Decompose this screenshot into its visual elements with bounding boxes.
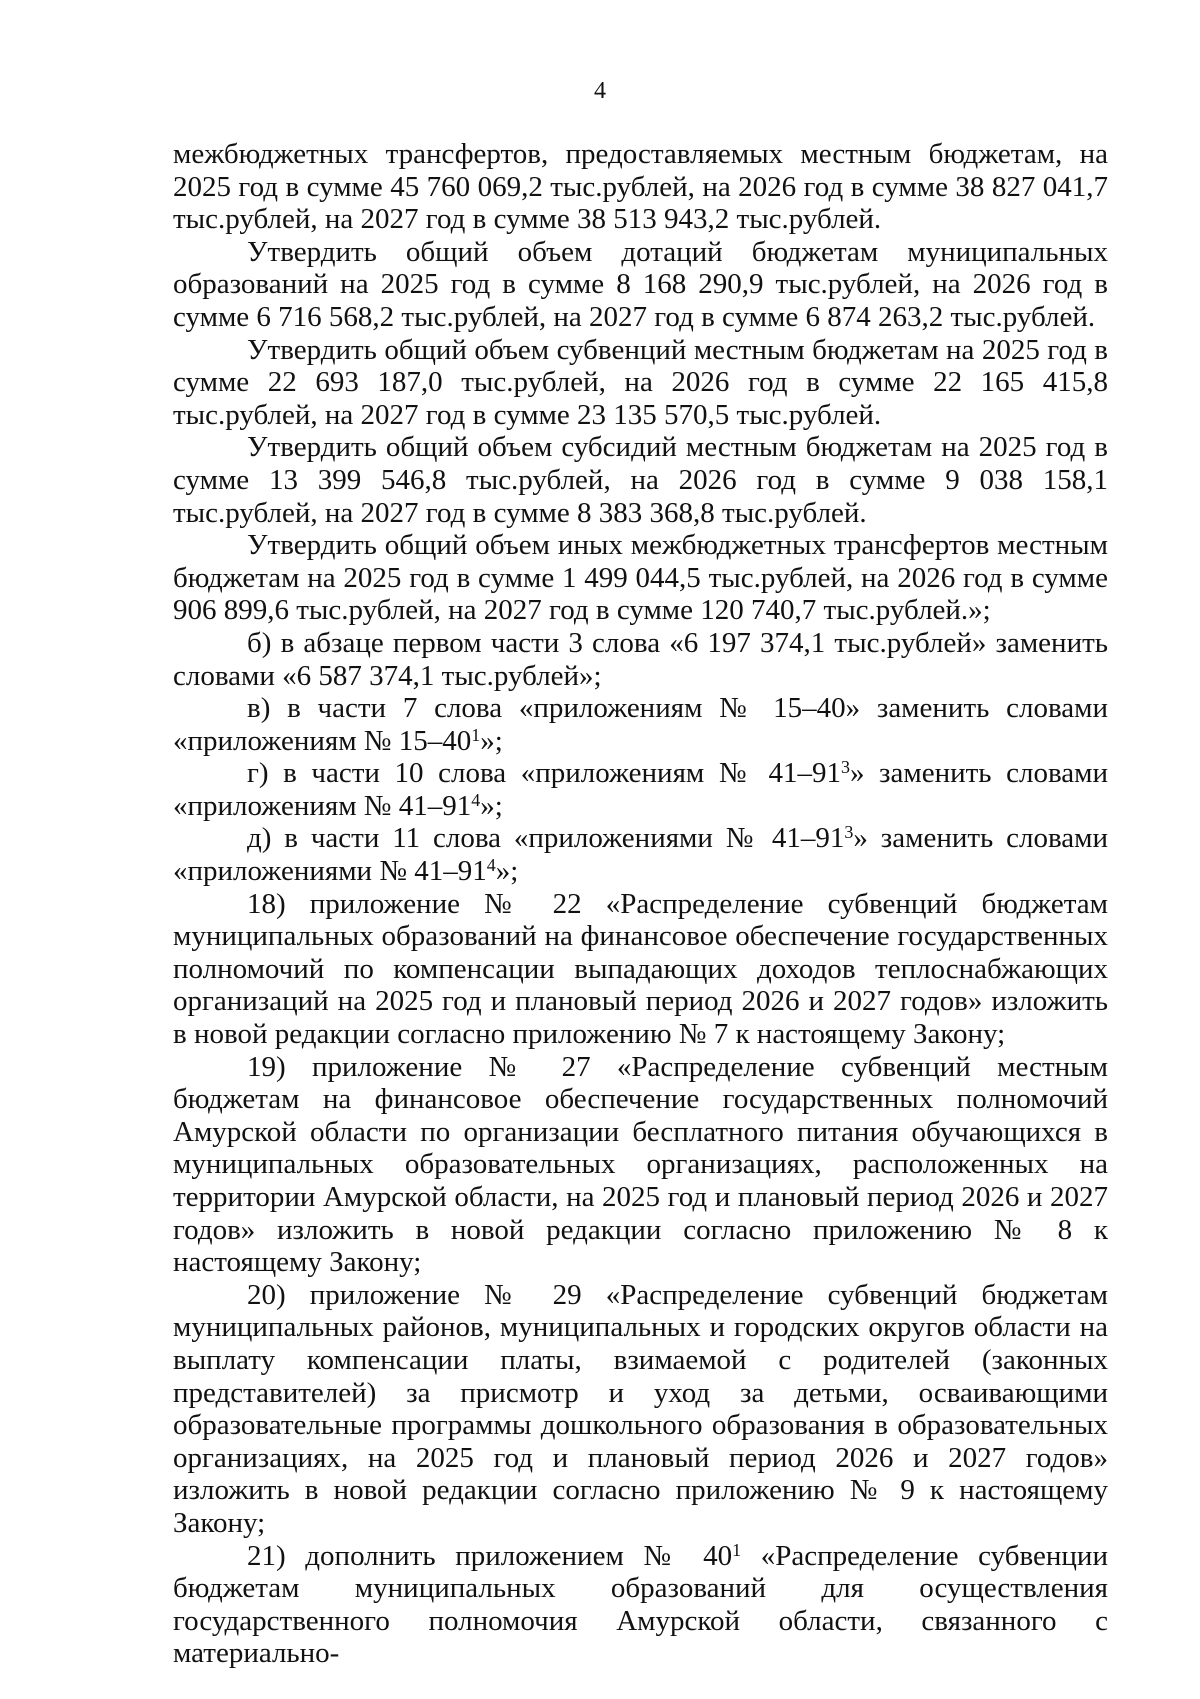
paragraph-text: Утвердить общий объем субвенций местным бюджетам на 2025 год в сумме 22 693 187,0 тыс.рублей, на 2026 год в сумме 22 165 415,8 тыс.рублей, на 2027 год в сумме 23 135 570,5 тыс.рублей. [173,333,1108,431]
page-number: 4 [594,78,606,104]
paragraph [173,757,1108,822]
paragraph-text: » заменить словами «приложениям № 41–91 [173,757,1108,822]
paragraph [173,138,1108,236]
superscript-index: 3 [844,822,854,843]
superscript-index: 4 [471,789,481,810]
paragraph-text: б) в абзаце первом части 3 слова «6 197 374,1 тыс.рублей» заменить словами «6 587 374,1 тыс.рублей»; [173,626,1108,692]
paragraph [173,529,1108,627]
paragraph [173,1279,1108,1540]
paragraph-text: Утвердить общий объем дотаций бюджетам муниципальных образований на 2025 год в сумме 8 168 290,9 тыс.рублей, на 2026 год в сумме 6 716 568,2 тыс.рублей, на 2027 год в сумме 6 874 263,2 тыс.рублей. [173,235,1108,333]
paragraph-text: межбюджетных трансфертов, предоставляемых местным бюджетам, на 2025 год в сумме 45 760 069,2 тыс.рублей, на 2026 год в сумме 38 827 041,7 тыс.рублей, на 2027 год в сумме 38 513 943,2 тыс.рублей. [173,138,1108,236]
paragraph-text: г) в части 10 слова «приложениям № 41–91 [247,757,841,790]
superscript-index: 1 [471,724,481,745]
paragraph-text: «Распределение субвенции бюджетам муниципальных образований для осуществления государственного полномочия Амурской области, связанного с материально- [173,1539,1108,1670]
superscript-index: 3 [840,757,850,778]
paragraph [173,627,1108,692]
paragraph-text: 21) дополнить приложением № 40 [247,1539,733,1572]
paragraph-text: 20) приложение № 29 «Распределение субвенций бюджетам муниципальных районов, муниципальных и городских округов области на выплату компенсации платы, взимаемой с родителей (законных представителей) за присмотр и уход за детьми, осваивающими образовательные программы дошкольного образования в образовательных организациях, на 2025 год и плановый период 2026 и 2027 годов» изложить в новой редакции согласно приложению № 9 к настоящему Закону; [173,1278,1108,1539]
paragraph [173,1540,1108,1670]
paragraph [173,431,1108,529]
paragraph [173,334,1108,432]
paragraph [173,888,1108,1051]
paragraph [173,692,1108,757]
paragraph-text: в) в части 7 слова «приложениям № 15–40» заменить словами «приложениям № 15–40 [173,692,1108,757]
document-body [173,138,1108,1670]
paragraph [173,1051,1108,1279]
paragraph [173,822,1108,887]
paragraph-text: Утвердить общий объем субсидий местным бюджетам на 2025 год в сумме 13 399 546,8 тыс.рублей, на 2026 год в сумме 9 038 158,1 тыс.рублей, на 2027 год в сумме 8 383 368,8 тыс.рублей. [173,431,1108,529]
paragraph-text: 18) приложение № 22 «Распределение субвенций бюджетам муниципальных образований на финансовое обеспечение государственных полномочий по компенсации выпадающих доходов теплоснабжающих организаций на 2025 год и плановый период 2026 и 2027 годов» изложить в новой редакции согласно приложению № 7 к настоящему Закону; [173,887,1108,1051]
paragraph-text: 19) приложение № 27 «Распределение субвенций местным бюджетам на финансовое обеспечение государственных полномочий Амурской области по организации бесплатного питания обучающихся в муниципальных образовательных организациях, расположенных на территории Амурской области, на 2025 год и плановый период 2026 и 2027 годов» изложить в новой редакции согласно приложению № 8 к настоящему Закону; [173,1050,1108,1279]
paragraph-text: д) в части 11 слова «приложениями № 41–91 [247,822,845,855]
superscript-index: 4 [486,855,496,876]
paragraph-text: »; [495,855,519,888]
paragraph [173,236,1108,334]
paragraph-text: Утвердить общий объем иных межбюджетных трансфертов местным бюджетам на 2025 год в сумме 1 499 044,5 тыс.рублей, на 2026 год в сумме 906 899,6 тыс.рублей, на 2027 год в сумме 120 740,7 тыс.рублей.»; [173,529,1108,627]
paragraph-text: »; [480,724,503,757]
superscript-index: 1 [732,1539,742,1560]
paragraph-text: »; [480,789,503,822]
paragraph-text: » заменить словами «приложениями № 41–91 [173,822,1109,888]
